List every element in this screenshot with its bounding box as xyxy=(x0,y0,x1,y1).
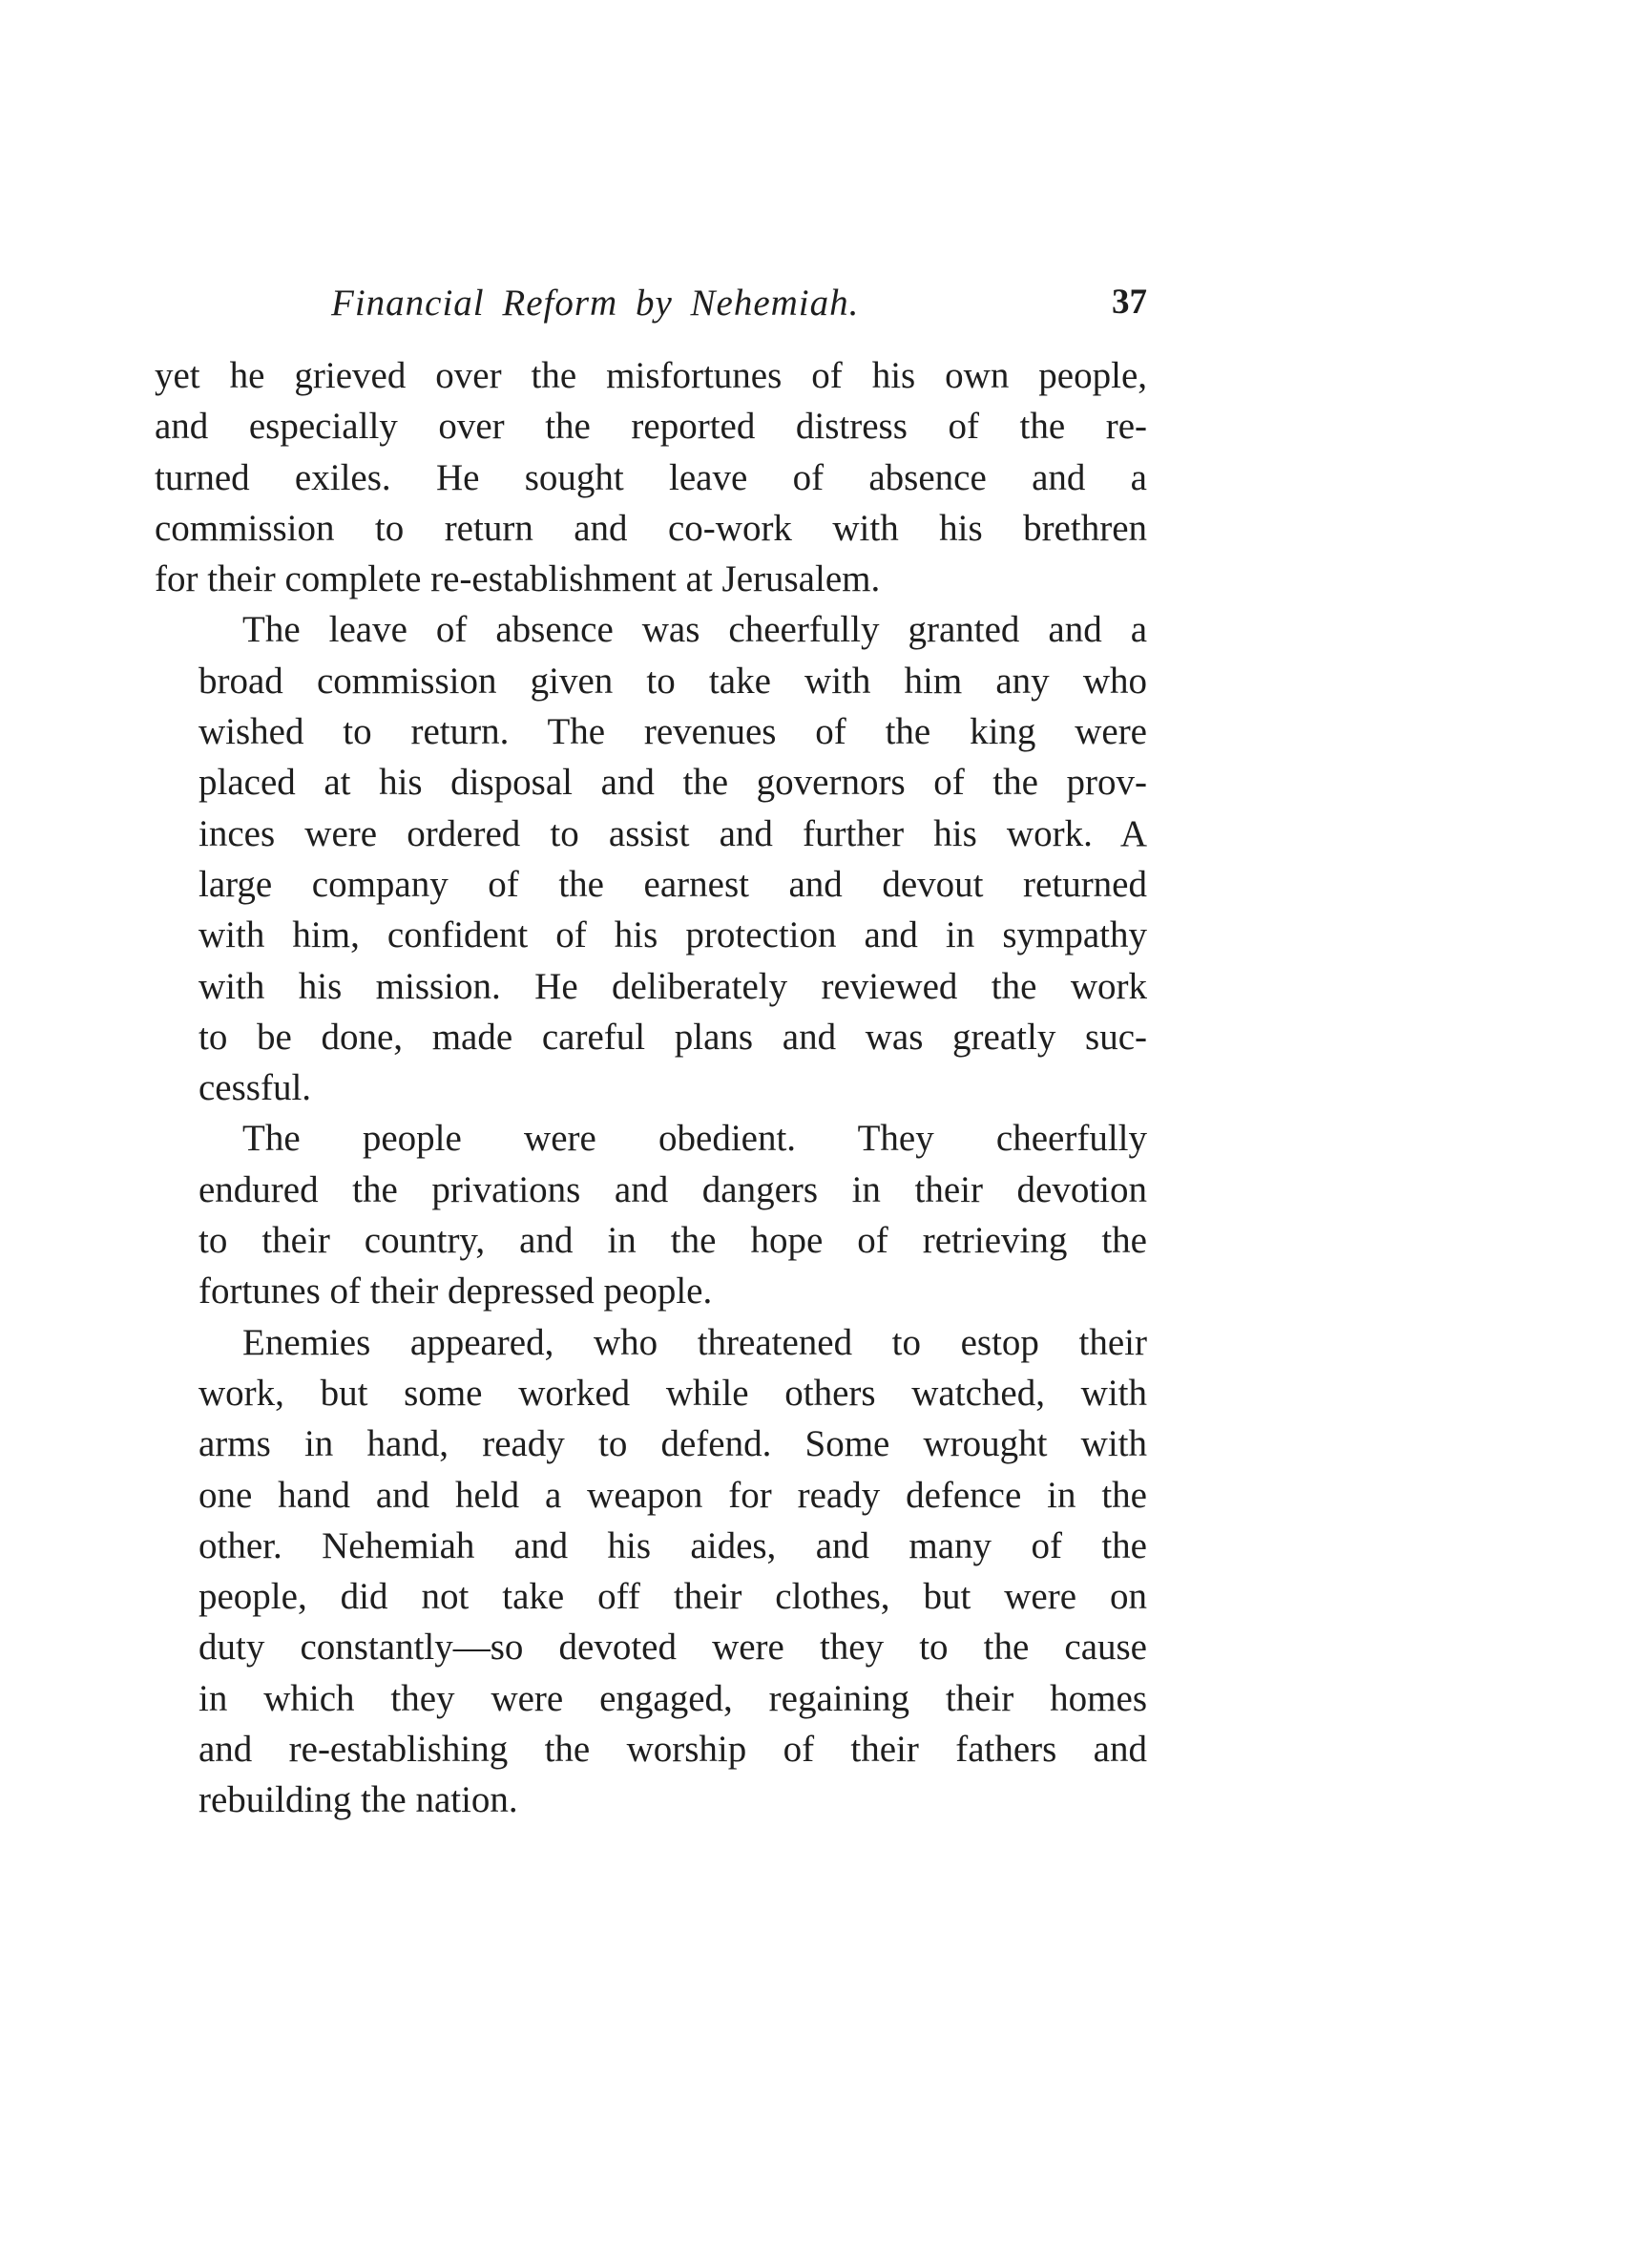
text-line: cessful. xyxy=(198,1067,312,1109)
text-line: yet he grieved over the misfortunes of his own people, xyxy=(155,355,1147,396)
running-head xyxy=(155,282,1147,339)
text-line: and re-establishing the worship of their fathers and xyxy=(198,1729,1147,1771)
text-line: with him, confident of his protection and in sympathy xyxy=(198,914,1147,956)
text-line: to their country, and in the hope of retrieving the xyxy=(198,1220,1147,1262)
text-line: work, but some worked while others watched, with xyxy=(198,1372,1147,1414)
text-line: wished to return. The revenues of the king were xyxy=(198,711,1147,753)
paragraph-1 xyxy=(155,350,1147,604)
text-line: endured the privations and dangers in their devotion xyxy=(198,1168,1147,1210)
text-line: commission to return and co-work with his brethren xyxy=(155,507,1147,549)
running-title: Financial Reform by Nehemiah. xyxy=(331,283,860,324)
text-line: duty constantly—so devoted were they to the cause xyxy=(198,1627,1147,1669)
paragraph-3 xyxy=(155,1113,1147,1316)
text-line: to be done, made careful plans and was greatly suc- xyxy=(198,1016,1147,1058)
text-line: for their complete re-establishment at Jerusalem. xyxy=(155,558,881,600)
body-text xyxy=(155,350,1147,1826)
text-line: fortunes of their depressed people. xyxy=(198,1270,713,1312)
text-line: in which they were engaged, regaining their homes xyxy=(198,1677,1147,1719)
text-line: with his mission. He deliberately reviewed the work xyxy=(198,965,1147,1007)
text-line: Enemies appeared, who threatened to estop their xyxy=(242,1321,1147,1363)
paragraph-2 xyxy=(155,604,1147,1113)
text-line: rebuilding the nation. xyxy=(198,1779,518,1821)
text-line: The people were obedient. They cheerfully xyxy=(242,1118,1147,1160)
paragraph-4 xyxy=(155,1317,1147,1826)
text-line: arms in hand, ready to defend. Some wrought with xyxy=(198,1423,1147,1465)
text-line: broad commission given to take with him any who xyxy=(198,660,1147,702)
page-number: 37 xyxy=(1112,283,1147,322)
text-line: other. Nehemiah and his aides, and many of the xyxy=(198,1524,1147,1566)
text-line: one hand and held a weapon for ready defence in the xyxy=(198,1474,1147,1516)
text-line: inces were ordered to assist and further his work. A xyxy=(198,812,1147,854)
text-line: large company of the earnest and devout returned xyxy=(198,863,1147,905)
text-line: and especially over the reported distress of the re- xyxy=(155,406,1147,448)
text-line: The leave of absence was cheerfully granted and a xyxy=(242,609,1147,651)
text-line: turned exiles. He sought leave of absence and a xyxy=(155,456,1147,498)
text-line: people, did not take off their clothes, but were on xyxy=(198,1576,1147,1618)
text-line: placed at his disposal and the governors of the prov- xyxy=(198,762,1147,804)
